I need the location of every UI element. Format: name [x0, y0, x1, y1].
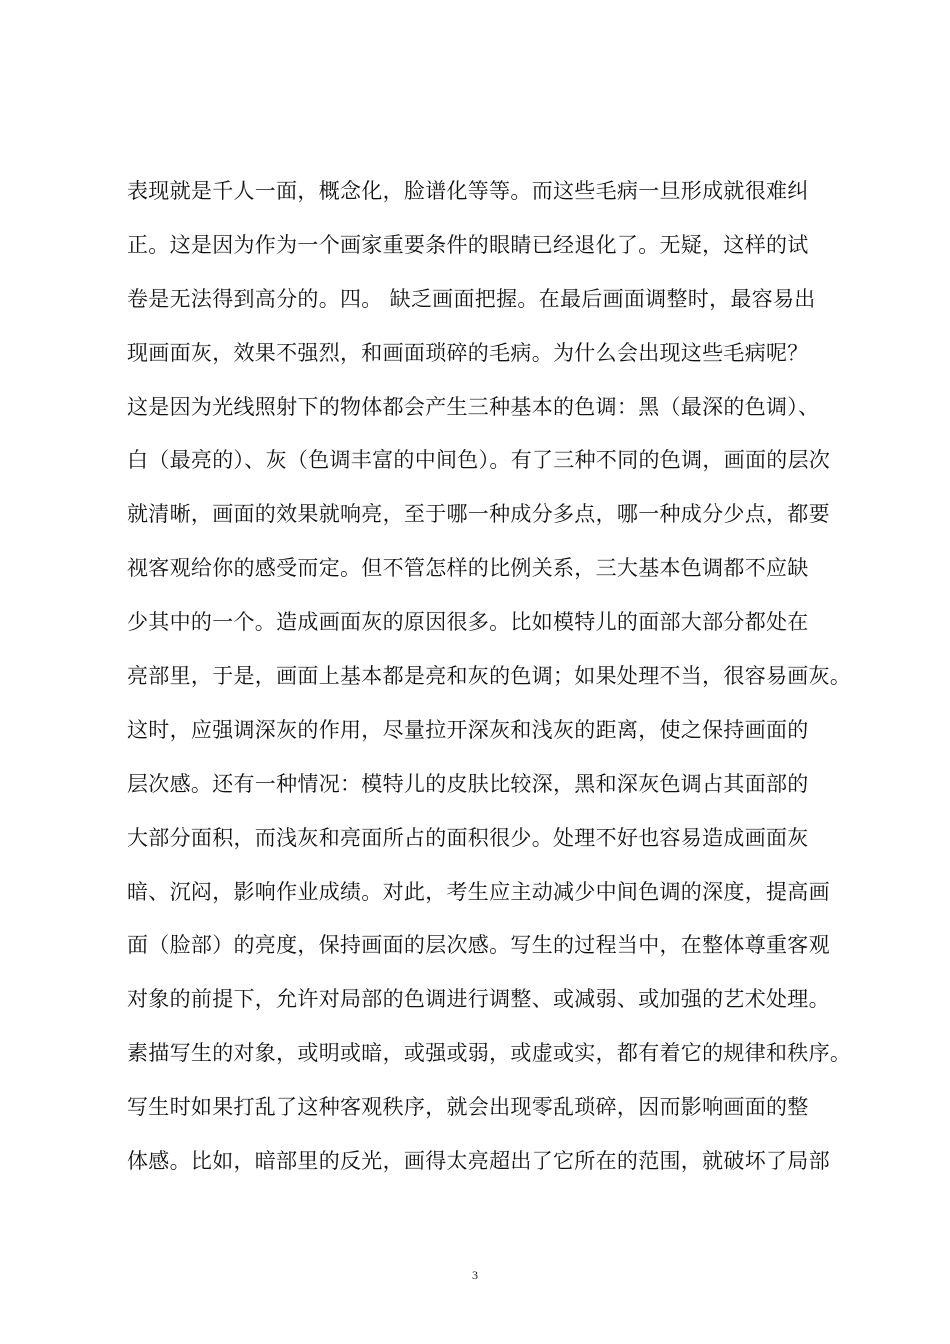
body-text [127, 165, 852, 1189]
text-line-14: 暗、沉闷，影响作业成绩。对此，考生应主动减少中间色调的深度，提高画 [127, 879, 830, 904]
text-line-2: 正。这是因为作为一个画家重要条件的眼睛已经退化了。无疑，这样的试 [127, 232, 809, 257]
text-line-19: 体感。比如，暗部里的反光，画得太亮超出了它所在的范围，就破坏了局部 [127, 1149, 830, 1174]
text-line-8: 视客观给你的感受而定。但不管怎样的比例关系，三大基本色调都不应缺 [127, 556, 809, 581]
text-line-5: 这是因为光线照射下的物体都会产生三种基本的色调：黑（最深的色调）、 [127, 394, 820, 419]
text-line-11: 这时，应强调深灰的作用，尽量拉开深灰和浅灰的距离，使之保持画面的 [127, 717, 809, 742]
text-line-16: 对象的前提下，允许对局部的色调进行调整、或减弱、或加强的艺术处理。 [127, 987, 830, 1012]
text-line-17: 素描写生的对象，或明或暗，或强或弱，或虚或实，都有着它的规律和秩序。 [127, 1041, 852, 1066]
text-line-3: 卷是无法得到高分的。四。 缺乏画面把握。在最后画面调整时，最容易出 [127, 286, 816, 311]
text-line-18: 写生时如果打乱了这种客观秩序，就会出现零乱琐碎，因而影响画面的整 [127, 1095, 809, 1120]
text-line-4: 现画面灰，效果不强烈，和画面琐碎的毛病。为什么会出现这些毛病呢？ [127, 340, 809, 365]
text-line-9: 少其中的一个。造成画面灰的原因很多。比如模特儿的面部大部分都处在 [127, 610, 809, 635]
text-line-13: 大部分面积，而浅灰和亮面所占的面积很少。处理不好也容易造成画面灰 [127, 825, 809, 850]
text-line-1: 表现就是千人一面，概念化，脸谱化等等。而这些毛病一旦形成就很难纠 [127, 179, 809, 203]
text-line-10: 亮部里，于是，画面上基本都是亮和灰的色调；如果处理不当，很容易画灰。 [127, 664, 852, 689]
page-number: 3 [472, 1268, 478, 1282]
text-line-12: 层次感。还有一种情况：模特儿的皮肤比较深，黑和深灰色调占其面部的 [127, 771, 809, 796]
text-line-6: 白（最亮的）、灰（色调丰富的中间色）。有了三种不同的色调，画面的层次 [127, 448, 831, 473]
text-line-7: 就清晰，画面的效果就响亮，至于哪一种成分多点，哪一种成分少点，都要 [127, 502, 830, 527]
text-line-15: 面（脸部）的亮度，保持画面的层次感。写生的过程当中，在整体尊重客观 [127, 933, 830, 958]
